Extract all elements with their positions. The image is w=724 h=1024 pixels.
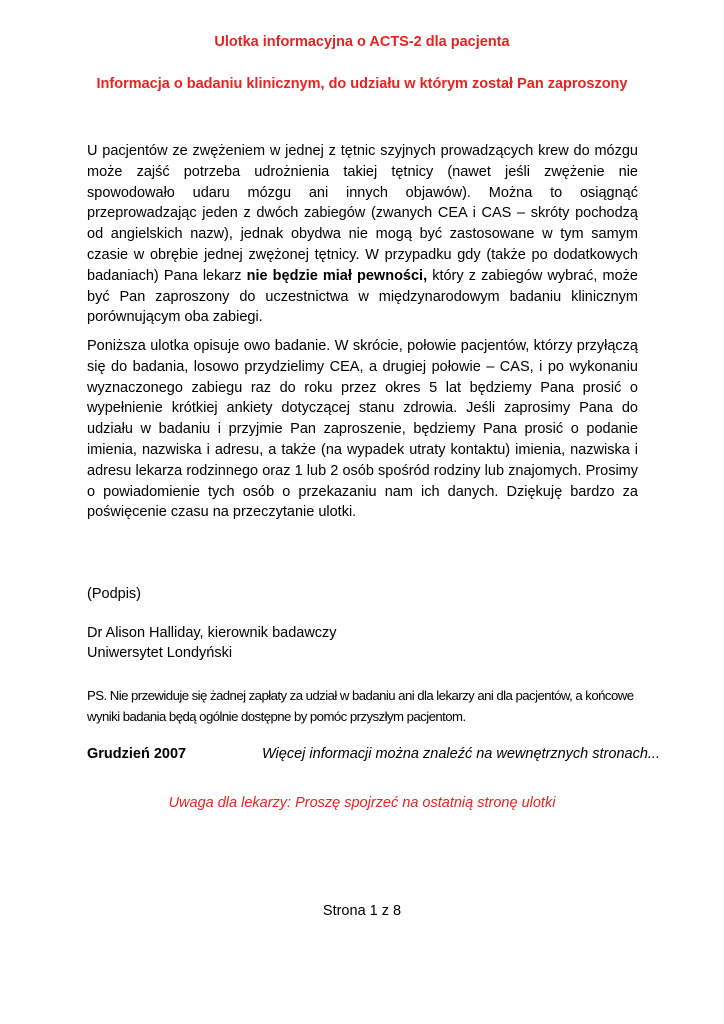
doctor-notice: Uwaga dla lekarzy: Proszę spojrzeć na ostatnią stronę ulotki bbox=[168, 795, 556, 811]
signature-placeholder: (Podpis) bbox=[87, 586, 141, 602]
study-description-paragraph: Poniższa ulotka opisuje owo badanie. W skrócie, połowie pacjentów, którzy przyłączą się do badania, losowo przydzielimy CEA, a drugiej połowie – CAS, i po wykonaniu wyznaczonego zabiegu raz do roku przez okres 5 lat będziemy Pana prosić o wypełnienie krótkiej ankiety dotyczącej stanu zdrowia. Jeśli zaprosimy Pana do udziału w badaniu i przyjmie Pan zaproszenie, będziemy Pana prosić o podanie imienia, nazwiska i adresu, a także (na wypadek utraty kontaktu) imienia, nazwiska i adresu lekarza rodzinnego oraz 1 lub 2 osób spośród rodziny lub znajomych. Prosimy o powiadomienie tych osób o przekazaniu nam ich danych. Dziękuję bardzo za poświęcenie czasu na przeczytanie ulotki. bbox=[87, 338, 638, 521]
author-affiliation: Uniwersytet Londyński bbox=[87, 645, 233, 661]
author-name: Dr Alison Halliday, kierownik badawczy bbox=[87, 625, 337, 641]
page-number: Strona 1 z 8 bbox=[322, 903, 402, 919]
intro-paragraph-text-start: U pacjentów ze zwężeniem w jednej z tętnic szyjnych prowadzących krew do mózgu może zajść potrzeba udrożnienia takiej tętnicy (nawet jeśli zwężenie nie spowodowało udaru mózgu ani innych objawów). Można to osiągnąć przeprowadzając jeden z dwóch zabiegów (zwanych CEA i CAS – skróty pochodzą od angielskich nazw), jednak obydwa nie mogą być zastosowane w tym samym czasie w obrębie jednej zwężonej tętnicy. W przypadku gdy (także po dodatkowych badaniach) Pana lekarz bbox=[87, 143, 638, 284]
intro-paragraph-emphasis: nie będzie miał pewności, bbox=[246, 267, 428, 284]
postscript-note: PS. Nie przewiduje się żadnej zapłaty za udział w badaniu ani dla lekarzy ani dla pacjentów, a końcowe wyniki badania będą ogólnie dostępne by pomóc przyszłym pacjentom. bbox=[87, 688, 634, 724]
intro-paragraph bbox=[87, 141, 638, 328]
document-subtitle: Informacja o badaniu klinicznym, do udziału w którym został Pan zaproszony bbox=[96, 76, 628, 92]
intro-paragraph-text-end: który z zabiegów wybrać, może być Pan zaproszony do uczestnictwa w międzynarodowym badaniu klinicznym porównującym oba zabiegi. bbox=[87, 267, 638, 326]
more-info-note: Więcej informacji można znaleźć na wewnętrznych stronach... bbox=[262, 746, 660, 762]
issue-date: Grudzień 2007 bbox=[87, 746, 187, 762]
document-title: Ulotka informacyjna o ACTS-2 dla pacjenta bbox=[214, 34, 510, 50]
